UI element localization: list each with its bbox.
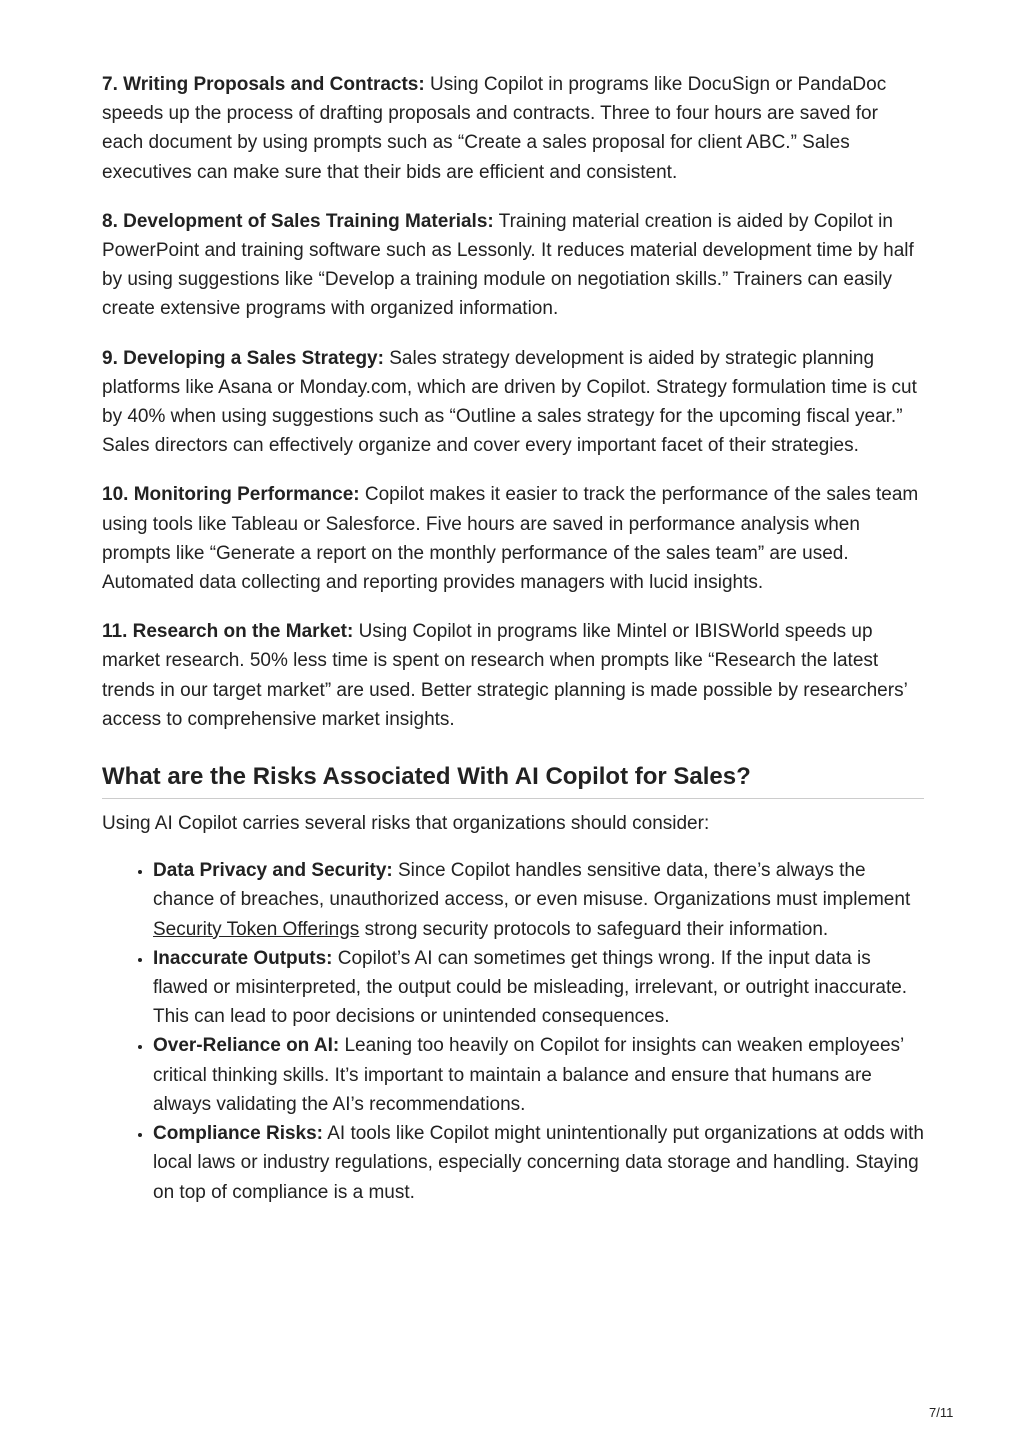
section-heading: What are the Risks Associated With AI Copilot for Sales?: [102, 762, 924, 799]
paragraph-title: 8. Development of Sales Training Materials:: [102, 210, 494, 232]
paragraph-text: Using Copilot in programs like Mintel or IBISWorld speeds up market research. 50% less time is spent on research when prompts like “Research the latest trends in our target market” are used. Better strategic planning is made possible by researchers’ access to comprehensive market insights.: [102, 621, 908, 730]
paragraph-market-research: [102, 617, 924, 734]
paragraph-title: 10. Monitoring Performance:: [102, 484, 360, 506]
list-item-inaccurate-outputs: [153, 944, 924, 1032]
paragraph-title: 9. Developing a Sales Strategy:: [102, 347, 384, 369]
list-item-text: strong security protocols to safeguard their information.: [359, 918, 829, 940]
list-item-title: Data Privacy and Security:: [153, 860, 393, 882]
paragraph-sales-strategy: [102, 344, 924, 461]
paragraph-text: Training material creation is aided by Copilot in PowerPoint and training software such as Lessonly. It reduces material development time by half by using suggestions like “Develop a training module on negotiation skills.” Trainers can easily create extensive programs with organized information.: [102, 210, 914, 320]
paragraph-title: 7. Writing Proposals and Contracts:: [102, 74, 425, 95]
list-item-text: Since Copilot handles sensitive data, there’s always the chance of breaches, unauthorized access, or even misuse. Organizations must implement: [153, 860, 911, 911]
paragraph-text: Using Copilot in programs like DocuSign or PandaDoc speeds up the process of drafting proposals and contracts. Three to four hours are saved for each document by using prompts such as “Create a sales proposal for client ABC.” Sales executives can make sure that their bids are efficient and consistent.: [102, 74, 887, 183]
page-number: 7/11: [929, 1405, 954, 1420]
security-token-offerings-link[interactable]: Security Token Offerings: [153, 918, 360, 940]
list-item-title: Inaccurate Outputs:: [153, 947, 333, 969]
paragraph-title: 11. Research on the Market:: [102, 621, 354, 643]
paragraph-monitoring-performance: [102, 480, 924, 597]
list-item-text: Leaning too heavily on Copilot for insights can weaken employees’ critical thinking skills. It’s important to maintain a balance and ensure that humans are always validating the AI’s recommendations.: [153, 1035, 904, 1115]
paragraph-text: Copilot makes it easier to track the performance of the sales team using tools like Tableau or Salesforce. Five hours are saved in performance analysis when prompts like “Generate a report on the monthly performance of the sales team” are used. Automated data collecting and reporting provides managers with lucid insights.: [102, 484, 919, 594]
list-item-title: Compliance Risks:: [153, 1123, 323, 1145]
list-item-compliance-risks: [153, 1119, 924, 1207]
article-content: [102, 70, 924, 1207]
list-item-title: Over-Reliance on AI:: [153, 1035, 340, 1057]
paragraph-writing-proposals: [102, 70, 924, 187]
paragraph-training-materials: [102, 207, 924, 324]
list-item-data-privacy: [153, 856, 924, 944]
section-intro: Using AI Copilot carries several risks that organizations should consider:: [102, 813, 710, 835]
list-item-over-reliance: [153, 1031, 924, 1119]
list-item-text: AI tools like Copilot might unintentionally put organizations at odds with local laws or industry regulations, especially concerning data storage and handling. Staying on top of compliance is a must.: [153, 1123, 924, 1203]
paragraph-text: Sales strategy development is aided by strategic planning platforms like Asana or Monday.com, which are driven by Copilot. Strategy formulation time is cut by 40% when using suggestions such as “Outline a sales strategy for the upcoming fiscal year.” Sales directors can effectively organize and cover every important facet of their strategies.: [102, 347, 917, 457]
list-item-text: Copilot’s AI can sometimes get things wrong. If the input data is flawed or misinterpreted, the output could be misleading, irrelevant, or outright inaccurate. This can lead to poor decisions or unintended consequences.: [153, 947, 908, 1028]
risks-list: [102, 856, 924, 1206]
